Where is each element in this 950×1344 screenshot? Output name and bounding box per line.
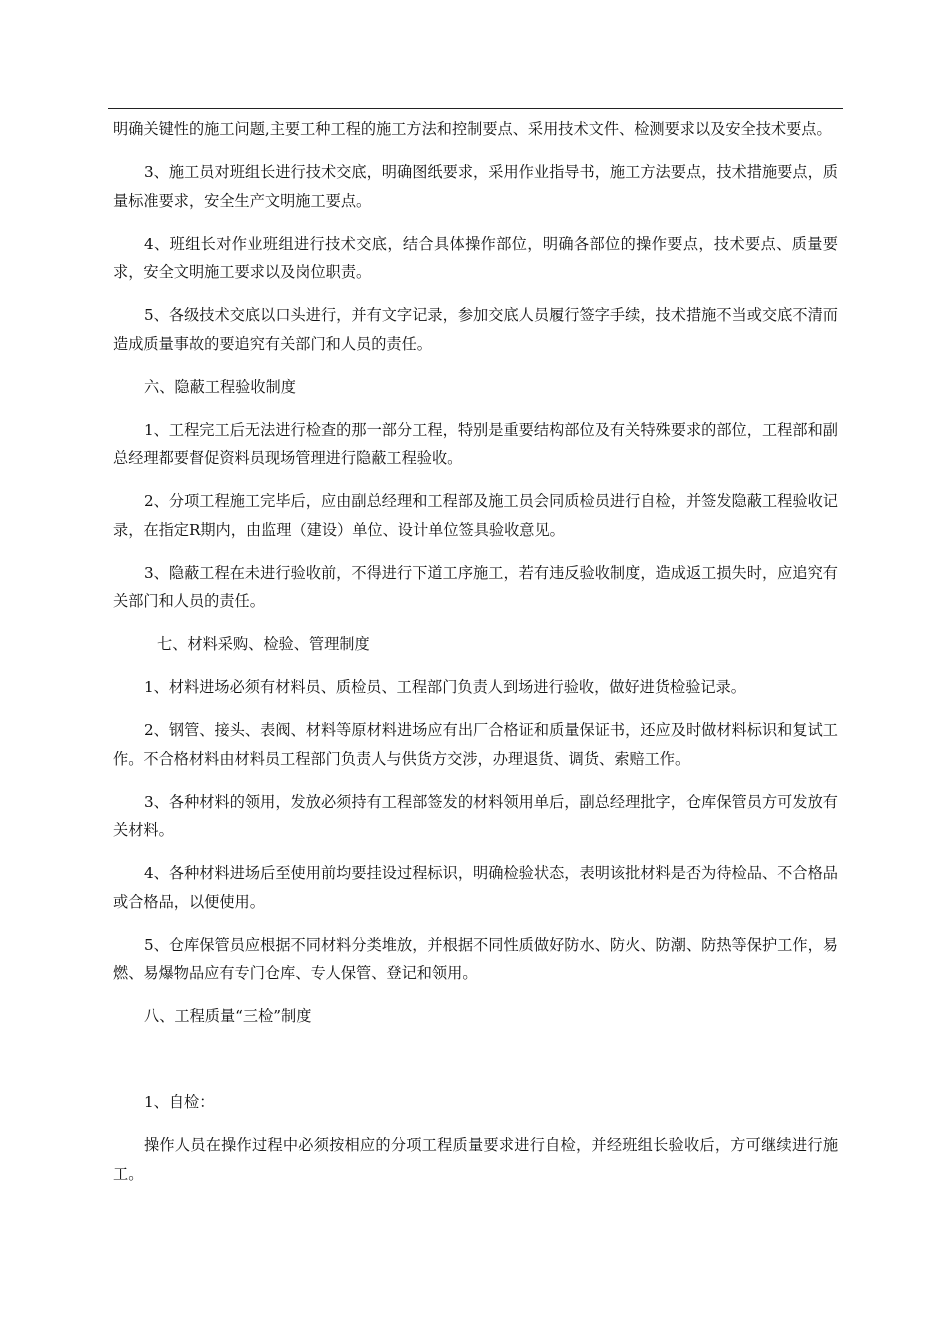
paragraph-6-1: 1、工程完工后无法进行检查的那一部分工程，特别是重要结构部位及有关特殊要求的部位，工程部和副总经理都要督促资料员现场管理进行隐蔽工程验收。 <box>113 420 838 467</box>
paragraph-7-4: 4、各种材料进场后至使用前均要挂设过程标识，明确检验状态，表明该批材料是否为待检品、不合格品或合格品，以便使用。 <box>113 864 838 911</box>
paragraph-4-tech-briefing-team: 4、班组长对作业班组进行技术交底，结合具体操作部位，明确各部位的操作要点，技术要点、质量要求，安全文明施工要求以及岗位职责。 <box>113 234 838 281</box>
paragraph-6-3: 3、隐蔽工程在未进行验收前，不得进行下道工序施工，若有违反验收制度，造成返工损失时，应追究有关部门和人员的责任。 <box>113 563 838 610</box>
paragraph-5-briefing-records: 5、各级技术交底以口头进行，并有文字记录，参加交底人员履行签字手续，技术措施不当或交底不清而造成质量事故的要追究有关部门和人员的责任。 <box>113 306 838 353</box>
subheading-self-inspection: 1、自检： <box>144 1093 215 1111</box>
paragraph-7-2: 2、钢管、接头、表阀、材料等原材料进场应有出厂合格证和质量保证书，还应及时做材料标识和复试工作。不合格材料由材料员工程部门负责人与供货方交涉，办理退货、调货、索赔工作。 <box>113 721 838 768</box>
paragraph-7-1: 1、材料进场必须有材料员、质检员、工程部门负责人到场进行验收，做好进货检验记录。 <box>144 678 746 696</box>
paragraph-continued: 明确关键性的施工问题,主要工种工程的施工方法和控制要点、采用技术文件、检测要求以及安全技术要点。 <box>113 120 832 138</box>
header-rule <box>108 108 843 109</box>
paragraph-7-3: 3、各种材料的领用，发放必须持有工程部签发的材料领用单后，副总经理批字，仓库保管员方可发放有关材料。 <box>113 792 838 839</box>
section-heading-6: 六、隐蔽工程验收制度 <box>144 377 296 396</box>
section-heading-7: 七、材料采购、检验、管理制度 <box>157 635 370 653</box>
document-body <box>113 115 838 1203</box>
paragraph-self-inspection: 操作人员在操作过程中必须按相应的分项工程质量要求进行自检，并经班组长验收后，方可继续进行施工。 <box>113 1136 838 1183</box>
paragraph-7-5: 5、仓库保管员应根据不同材料分类堆放，并根据不同性质做好防水、防火、防潮、防热等保护工作，易燃、易爆物品应有专门仓库、专人保管、登记和领用。 <box>113 935 838 982</box>
blank-gap <box>113 1045 838 1088</box>
paragraph-3-tech-briefing-foreman: 3、施工员对班组长进行技术交底，明确图纸要求，采用作业指导书，施工方法要点，技术措施要点，质量标准要求，安全生产文明施工要点。 <box>113 163 838 210</box>
paragraph-6-2: 2、分项工程施工完毕后，应由副总经理和工程部及施工员会同质检员进行自检，并签发隐蔽工程验收记录，在指定R期内，由监理（建设）单位、设计单位签具验收意见。 <box>113 492 838 539</box>
section-heading-8: 八、工程质量“三检”制度 <box>144 1007 312 1025</box>
